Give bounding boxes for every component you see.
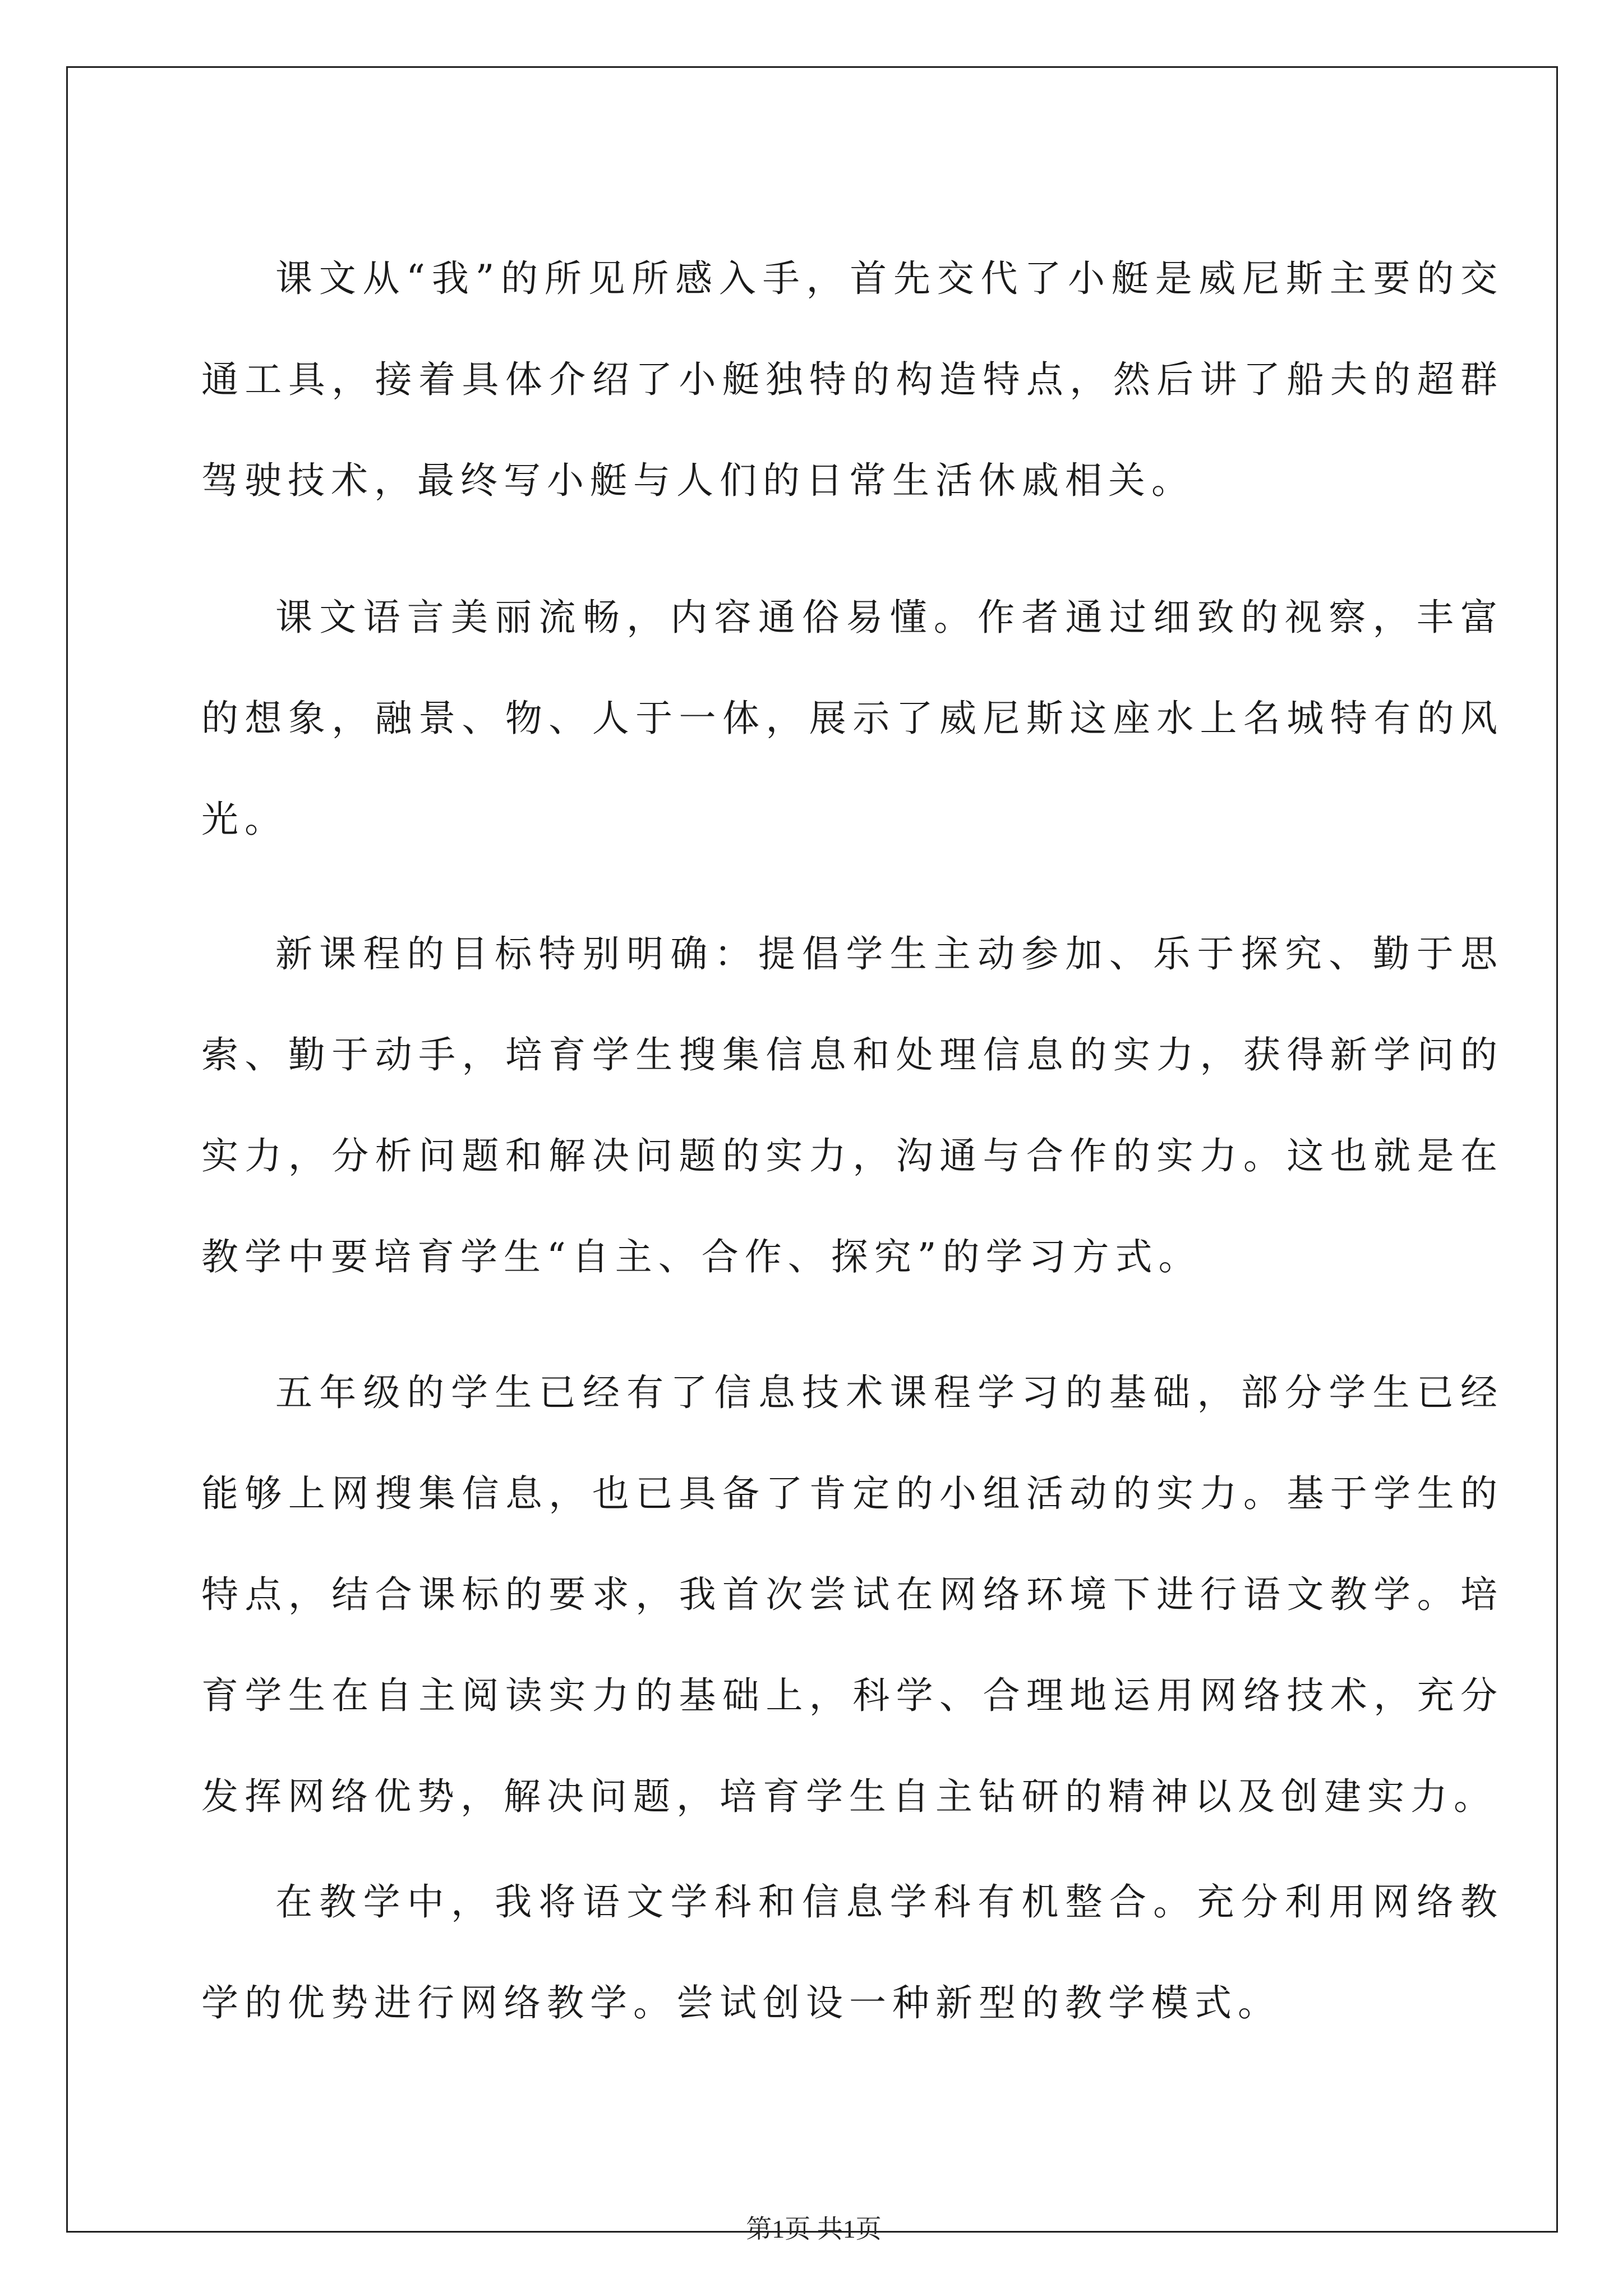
page-frame bbox=[66, 66, 1558, 2243]
page-footer: 第1页 共1页 bbox=[746, 2215, 882, 2243]
paragraph-4: 五年级的学生已经有了信息技术课程学习的基础，部分学生已经能够上网搜集信息，也已具备了肯定的小组活动的实力。基于学生的特点，结合课标的要求，我首次尝试在网络环境下进行语文教学。培育学生在自主阅读实力的基础上，科学、合理地运用网络技术，充分发挥网络优势，解决问题，培育学生自主钻研的精神以及创建实力。 bbox=[201, 1371, 1504, 1818]
paragraph-3: 新课程的目标特别明确：提倡学生主动参加、乐于探究、勤于思索、勤于动手，培育学生搜集信息和处理信息的实力，获得新学问的实力，分析问题和解决问题的实力，沟通与合作的实力。这也就是在教学中要培育学生“自主、合作、探究”的学习方式。 bbox=[201, 932, 1504, 1278]
paragraph-2: 课文语言美丽流畅，内容通俗易懂。作者通过细致的视察，丰富的想象，融景、物、人于一体，展示了威尼斯这座水上名城特有的风光。 bbox=[201, 596, 1504, 841]
paragraph-1: 课文从“我”的所见所感入手，首先交代了小艇是威尼斯主要的交通工具，接着具体介绍了小艇独特的构造特点，然后讲了船夫的超群驾驶技术，最终写小艇与人们的日常生活休戚相关。 bbox=[201, 257, 1504, 502]
paragraph-5: 在教学中，我将语文学科和信息学科有机整合。充分利用网络教学的优势进行网络教学。尝试创设一种新型的教学模式。 bbox=[201, 1880, 1504, 2024]
